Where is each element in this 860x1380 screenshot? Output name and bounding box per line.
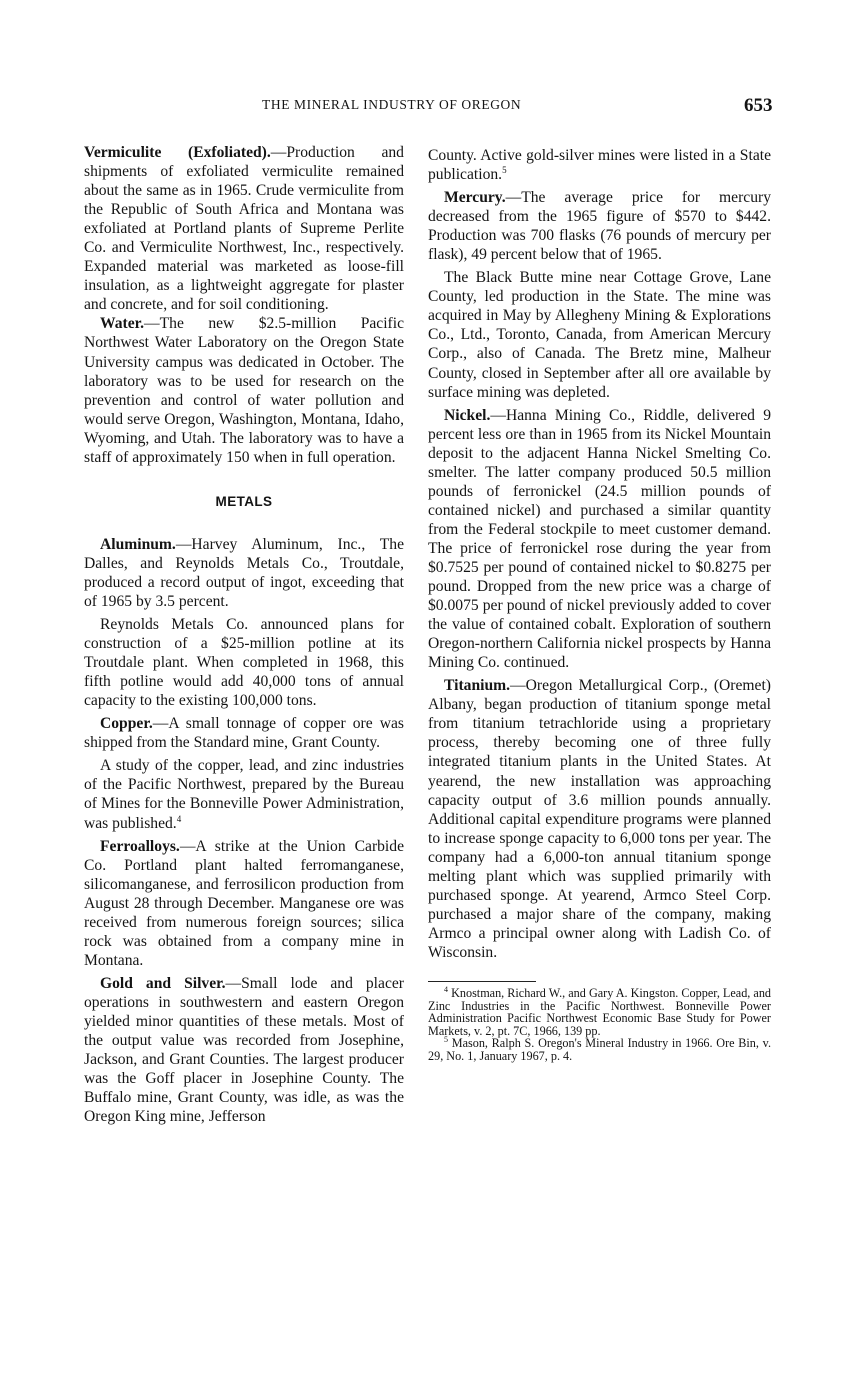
heading-titanium: Titanium. xyxy=(444,677,511,695)
footnote-number: 5 xyxy=(444,1035,448,1045)
paragraph-copper-study xyxy=(84,756,404,832)
footnote-ref-5: 5 xyxy=(502,164,507,175)
heading-water: Water. xyxy=(100,315,145,333)
heading-nickel: Nickel. xyxy=(444,406,491,424)
paragraph-mercury xyxy=(428,188,771,264)
text-gold-continued: County. Active gold-silver mines were listed in a State publication. xyxy=(428,147,771,184)
heading-ferroalloys: Ferroalloys. xyxy=(100,837,180,855)
text-black-butte: The Black Butte mine near Cottage Grove, Lane County, led production in the State. The mine was acquired in May by Allegheny Mining & Explorations Co., Ltd., Toronto, Canada, from American Mercury Corp., also of Canada. The Bretz mine, Malheur County, closed in September after all ore available by surface mining was depleted. xyxy=(428,269,771,401)
paragraph-gold-silver xyxy=(84,974,404,1126)
heading-gold-silver: Gold and Silver. xyxy=(100,974,226,992)
text-gold-silver: —Small lode and placer operations in southwestern and eastern Oregon yielded minor quantities of these metals. Most of the output value was recorded from Josephine, Jackson, and Grant Counties. The largest producer was the Goff placer in Josephine County. The Buffalo mine, Grant County, was idle, as was the Oregon King mine, Jefferson xyxy=(84,974,404,1126)
text-copper: —A small tonnage of copper ore was shipped from the Standard mine, Grant County. xyxy=(84,715,404,752)
footnote-4 xyxy=(428,984,772,1038)
section-heading-metals: METALS xyxy=(215,493,273,509)
paragraph-reynolds xyxy=(84,615,404,710)
footnote-divider xyxy=(428,981,536,982)
footnote-text: Mason, Ralph S. Oregon's Mineral Industry in 1966. Ore Bin, v. 29, No. 1, January 1967, p. 4. xyxy=(428,1036,772,1063)
left-column xyxy=(84,143,404,1126)
paragraph-nickel xyxy=(428,406,771,673)
page-number: 653 xyxy=(744,95,773,116)
text-mercury: —The average price for mercury decreased from the 1965 figure of $570 to $442. Production was 700 flasks (76 pounds of mercury per flask), 49 percent below that of 1965. xyxy=(428,189,771,264)
footnote-number: 4 xyxy=(444,984,448,994)
footnote-5 xyxy=(428,1037,771,1062)
paragraph-ferroalloys xyxy=(84,837,404,970)
right-column xyxy=(428,146,771,1063)
paragraph-gold-continued xyxy=(428,146,771,184)
running-title: THE MINERAL INDUSTRY OF OREGON xyxy=(262,97,522,112)
heading-aluminum: Aluminum. xyxy=(100,535,176,553)
text-nickel: —Hanna Mining Co., Riddle, delivered 9 percent less ore than in 1965 from its Nickel Mountain deposit to the adjacent Hanna Nickel Smelting Co. smelter. The latter company produced 50.5 million pounds of ferronickel (24.5 million pounds of contained nickel) and purchased a similar quantity from the Federal stockpile to meet customer demand. The price of ferronickel rose during the year from $0.7525 per pound of contained nickel to $0.8275 per pound. Dropped from the new price was a charge of $0.0075 per pound of nickel previously added to cover the value of contained cobalt. Exploration of southern Oregon-northern California nickel prospects by Hanna Mining Co. continued. xyxy=(428,406,771,672)
text-ferroalloys: —A strike at the Union Carbide Co. Portland plant halted ferromanganese, silicomanganese, and ferrosilicon production from August 28 through December. Manganese ore was received from numerous foreign sources; silica rock was obtained from a company mine in Montana. xyxy=(84,837,404,969)
heading-vermiculite: Vermiculite (Exfoliated). xyxy=(84,144,271,161)
footnote-ref-4: 4 xyxy=(176,813,182,824)
text-water: —The new $2.5-million Pacific Northwest Water Laboratory on the Oregon State University campus was dedicated in October. The laboratory was to be used for research on the prevention and control of water pollution and would serve Oregon, Washington, Montana, Idaho, Wyoming, and Utah. The laboratory was to have a staff of approximately 150 when in full operation. xyxy=(84,315,404,466)
text-reynolds: Reynolds Metals Co. announced plans for construction of a $25-million potline at its Troutdale plant. When completed in 1968, this fifth potline would add 40,000 tons of annual capacity to the existing 100,000 tons. xyxy=(84,616,404,710)
heading-mercury: Mercury. xyxy=(444,189,506,207)
text-vermiculite: —Production and shipments of exfoliated vermiculite remained about the same as in 1965. Crude vermiculite from the Republic of South Africa and Montana was exfoliated at Portland plants of Supreme Perlite Co. and Vermiculite Northwest, Inc., respectively. Expanded material was marketed as loose-fill insulation, as a lightweight aggregate for plaster and concrete, and for soil conditioning. xyxy=(84,144,404,314)
paragraph-titanium xyxy=(428,676,771,962)
paragraph-black-butte xyxy=(428,268,771,401)
text-aluminum: —Harvey Aluminum, Inc., The Dalles, and Reynolds Metals Co., Troutdale, produced a record output of ingot, exceeding that of 1965 by 3.5 percent. xyxy=(84,535,404,610)
heading-copper: Copper. xyxy=(100,715,153,733)
footnote-text: Knostman, Richard W., and Gary A. Kingston. Copper, Lead, and Zinc Industries in the Pacific Northwest. Bonneville Power Administration Pacific Northwest Economic Base Study for Power Markets, v. 2, pt. 7C, 1966, 139 pp. xyxy=(428,985,772,1038)
text-titanium: —Oregon Metallurgical Corp., (Oremet) Albany, began production of titanium sponge metal from titanium tetrachloride using a proprietary process, thereby becoming one of three fully integrated titanium plants in the United States. At yearend, the new installation was approaching capacity output of 3.6 million pounds annually. Additional capital expenditure programs were planned to increase sponge capacity to 6,000 tons per year. The company had a 6,000-ton annual titanium sponge melting plant which was supplied primarily with purchased sponge. At yearend, Armco Steel Corp. purchased a major share of the company, making Armco a principal owner along with Ladish Co. of Wisconsin. xyxy=(428,677,771,961)
paragraph-copper xyxy=(84,714,404,752)
paragraph-water xyxy=(84,314,404,466)
paragraph-vermiculite xyxy=(84,143,404,314)
paragraph-aluminum xyxy=(84,535,404,611)
text-copper-study: A study of the copper, lead, and zinc industries of the Pacific Northwest, prepared by the Bureau of Mines for the Bonneville Power Administration, was published. xyxy=(84,757,404,832)
